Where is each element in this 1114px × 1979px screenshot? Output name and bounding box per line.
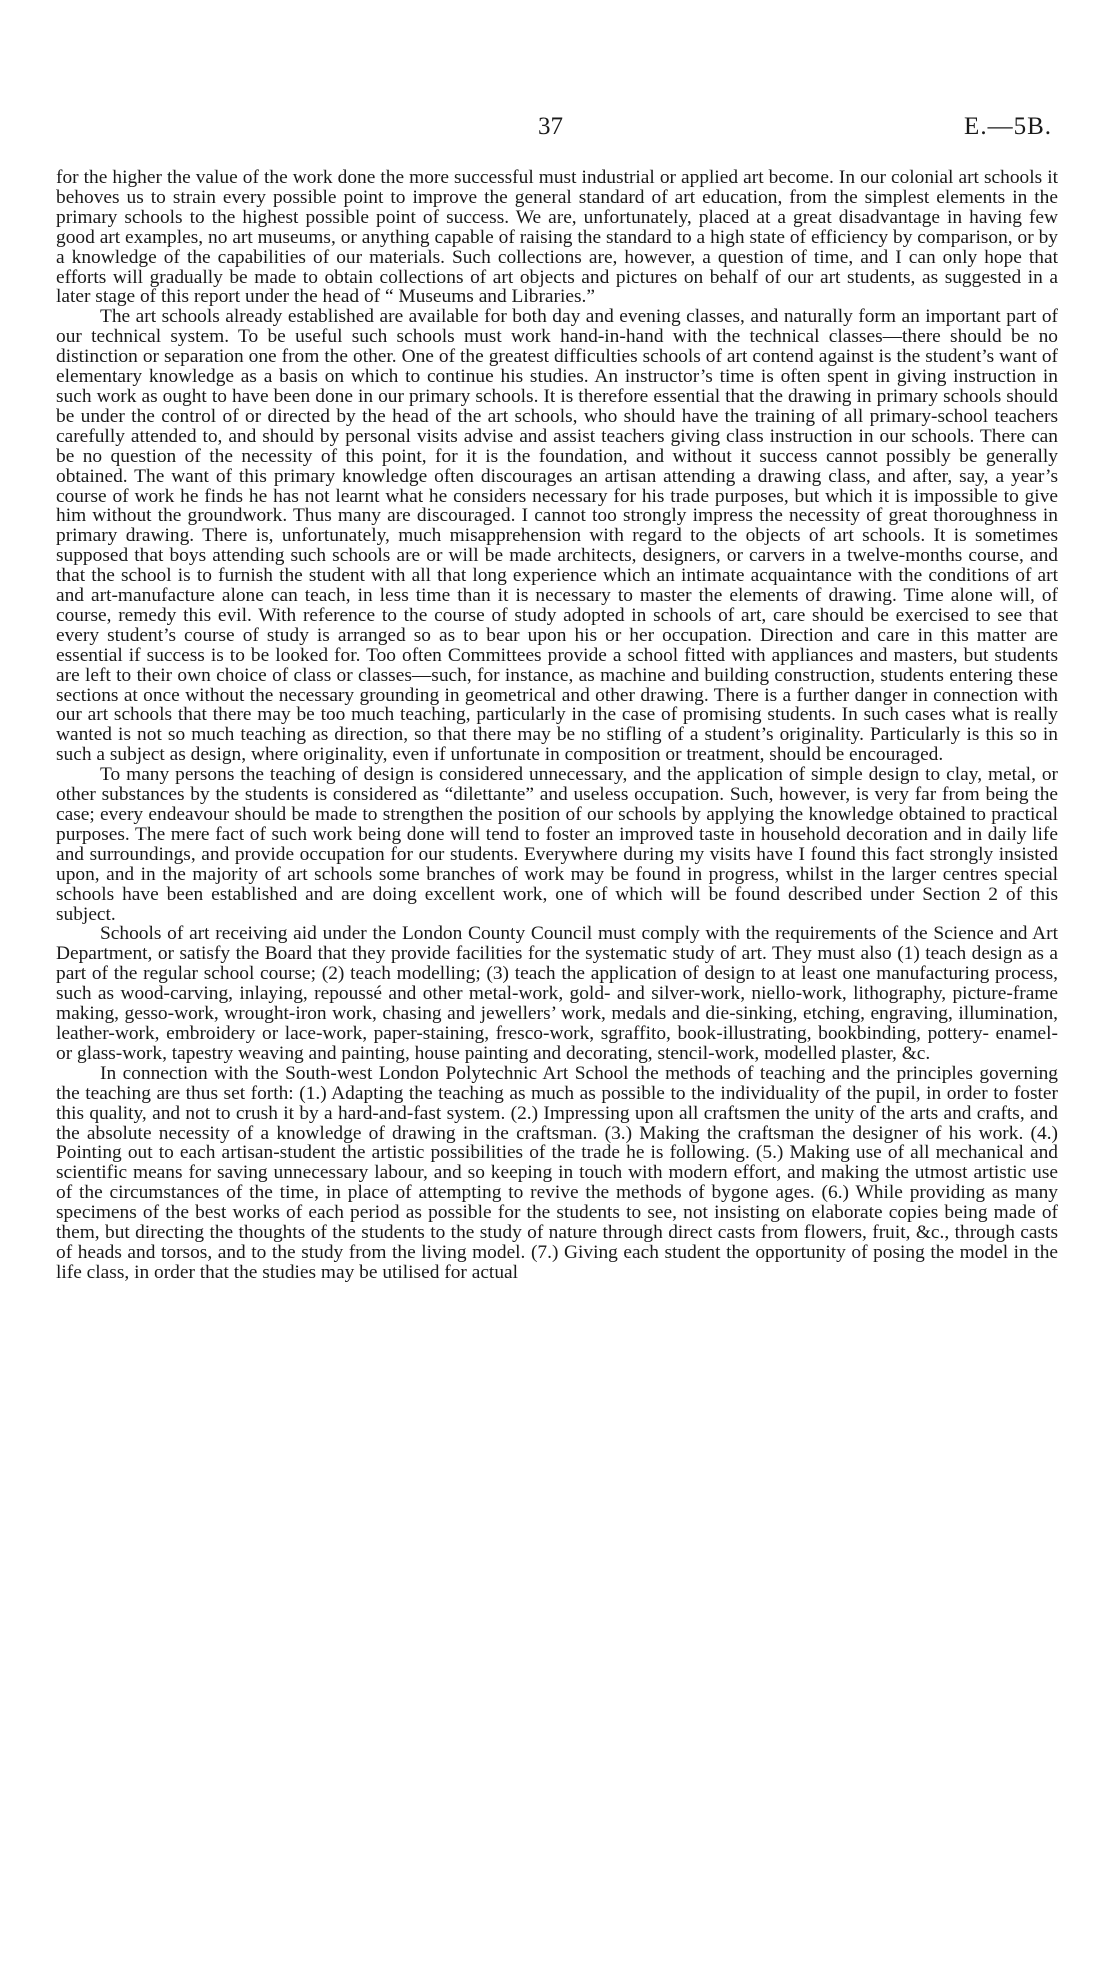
page-number: 37 xyxy=(538,113,563,140)
page-header xyxy=(0,112,1114,142)
body-text xyxy=(56,168,1058,1283)
paragraph-design-teaching: To many persons the teaching of design is considered unnecessary, and the application of simple design to clay, metal, or other substances by the students is considered as “dilettante” and useless occupation. Such, however, is very far from being the case; every endeavour should be made to strengthen the position of our schools by applying the knowledge obtained to practical purposes. The mere fact of such work being done will tend to foster an improved taste in household decoration and in daily life and surroundings, and provide occupation for our students. Everywhere during my visits have I found this fact strongly insisted upon, and in the majority of art schools some branches of work may be found in progress, whilst in the larger centres special schools have been established and are doing excellent work, one of which will be found described under Section 2 of this subject. xyxy=(56,764,1058,925)
paragraph-art-schools: The art schools already established are available for both day and evening classes, and naturally form an important part of our technical system. To be useful such schools must work hand-in-hand with the technical classes—there should be no distinction or separation one from the other. One of the greatest difficulties schools of art contend against is the student’s want of elementary knowledge as a basis on which to continue his studies. An instructor’s time is often spent in giving instruction in such work as ought to have been done in our primary schools. It is therefore essential that the drawing in primary schools should be under the control of or directed by the head of the art schools, who should have the training of all primary-school teachers carefully attended to, and should by personal visits advise and assist teachers giving class instruction in our schools. There can be no question of the necessity of this point, for it is the foundation, and without it success cannot possibly be generally obtained. The want of this primary knowledge often discourages an artisan attending a drawing class, and after, say, a year’s course of work he finds he has not learnt what he considers necessary for his trade purposes, but which it is impossible to give him without the groundwork. Thus many are discouraged. I cannot too strongly impress the necessity of great thoroughness in primary drawing. There is, unfortunately, much misapprehension with regard to the objects of art schools. It is sometimes supposed that boys attending such schools are or will be made architects, designers, or carvers in a twelve-months course, and that the school is to furnish the student with all that long experience which an intimate acquaintance with the conditions of art and art-manufacture alone can teach, in less time than it is necessary to master the elements of drawing. Time alone will, of course, remedy this evil. With reference to the course of study adopted in schools of art, care should be exercised to see that every student’s course of study is arranged so as to bear upon his or her occupation. Direction and care in this matter are essential if success is to be looked for. Too often Committees provide a school fitted with appliances and masters, but students are left to their own choice of class or classes—such, for instance, as machine and building construction, students entering these sections at once without the necessary grounding in geometrical and other drawing. There is a further danger in connection with our art schools that there may be too much teaching, particularly in the case of promising students. In such cases what is really wanted is not so much teaching as direction, so that there may be no stifling of a student’s originality. Particularly is this so in such a subject as design, where originality, even if unfortunate in composition or treatment, should be encouraged. xyxy=(56,306,1058,766)
paragraph-polytechnic-methods: In connection with the South-west London Polytechnic Art School the methods of teaching and the principles governing the teaching are thus set forth: (1.) Adapting the teaching as much as possible to the individuality of the pupil, in order to foster this quality, and not to crush it by a hard-and-fast system. (2.) Impressing upon all craftsmen the unity of the arts and crafts, and the absolute necessity of a knowledge of drawing in the craftsman. (3.) Making the craftsman the designer of his work. (4.) Pointing out to each artisan-student the artistic possibilities of the trade he is following. (5.) Making use of all mechanical and scientific means for saving unnecessary labour, and so keeping in touch with modern effort, and making the utmost artistic use of the circumstances of the time, in place of attempting to revive the methods of bygone ages. (6.) While providing as many specimens of the best works of each period as possible for the students to see, not insisting on elaborate copies being made of them, but directing the thoughts of the students to the study of nature through direct casts from flowers, fruit, &c., through casts of heads and torsos, and to the study from the living model. (7.) Giving each student the opportunity of posing the model in the life class, in order that the studies may be utilised for actual xyxy=(56,1062,1058,1283)
paragraph-continued: for the higher the value of the work done the more successful must industrial or applied art become. In our colonial art schools it behoves us to strain every possible point to improve the general standard of art education, from the simplest elements in the primary schools to the highest possible point of success. We are, unfortunately, placed at a great disadvantage in having few good art examples, no art museums, or anything capable of raising the standard to a high state of efficiency by comparison, or by a knowledge of the capabilities of our materials. Such collections are, however, a question of time, and I can only hope that efforts will gradually be made to obtain collections of art objects and pictures on behalf of our art students, as suggested in a later stage of this report under the head of “ Museums and Libraries.” xyxy=(56,167,1058,308)
paragraph-london-county-council: Schools of art receiving aid under the London County Council must comply with the requirements of the Science and Art Department, or satisfy the Board that they provide facilities for the systematic study of art. They must also (1) teach design as a part of the regular school course; (2) teach modelling; (3) teach the application of design to at least one manufacturing process, such as wood-carving, inlaying, repoussé and other metal-work, gold- and silver-work, niello-work, lithography, picture-frame making, gesso-work, wrought-iron work, chasing and jewellers’ work, medals and die-sinking, etching, engraving, illumination, leather-work, embroidery or lace-work, paper-staining, fresco-work, sgraffito, book-illustrating, bookbinding, pottery- enamel- or glass-work, tapestry weaving and painting, house painting and decorating, stencil-work, modelled plaster, &c. xyxy=(56,923,1058,1064)
report-reference: E.—5B. xyxy=(964,113,1052,140)
